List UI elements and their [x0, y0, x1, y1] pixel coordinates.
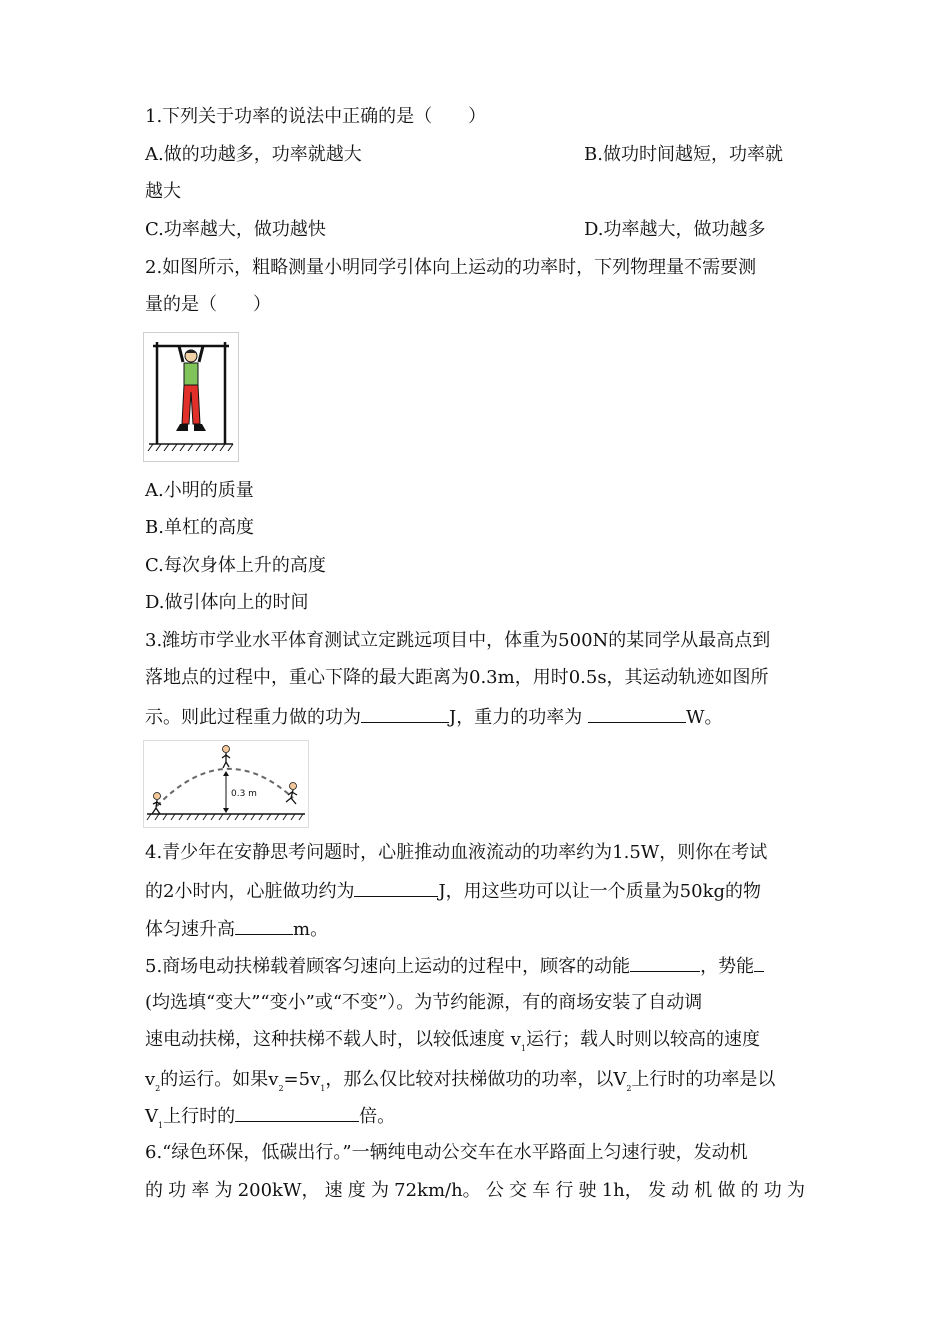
q6-token: 为	[370, 1180, 389, 1201]
q6-token: 车	[532, 1180, 551, 1201]
q5-text-d: 运行；载人时则以较高的速度	[525, 1029, 760, 1050]
q4-line-3	[145, 916, 328, 942]
q2-option-a: A.小明的质量	[145, 480, 254, 501]
q1-option-b: B.做功时间越短，功率就	[584, 144, 783, 165]
q5-sub-6: 1	[158, 1121, 164, 1130]
q4-blank-work	[354, 878, 438, 897]
q6-token: 交	[509, 1180, 528, 1201]
q6-line-2	[145, 1179, 805, 1203]
q3-text-b: J，重力的功率为	[449, 707, 583, 728]
q5-sub-5: 2	[626, 1084, 632, 1093]
q5-line-4	[145, 1066, 775, 1101]
q6-token: 的	[740, 1180, 759, 1201]
q6-token: 200kW，	[237, 1180, 320, 1201]
q5-text-f: 的运行。如果v	[160, 1069, 279, 1090]
q6-token: 功	[168, 1180, 187, 1201]
q5-sub-4: 1	[320, 1084, 326, 1093]
q6-token: 为	[214, 1180, 233, 1201]
q5-blank-ratio	[235, 1103, 359, 1122]
q4-blank-height	[235, 916, 293, 935]
q5-sub-1: 1	[520, 1044, 526, 1053]
q3-line-1: 3.潍坊市学业水平体育测试立定跳远项目中，体重为500N的某同学从最高点到	[145, 630, 771, 651]
q6-token: 机	[694, 1180, 713, 1201]
q4-line-1: 4.青少年在安静思考问题时，心脏推动血液流动的功率约为1.5W，则你在考试	[145, 842, 768, 863]
q3-line-3	[145, 704, 722, 730]
q5-text-b: ，势能	[700, 956, 755, 977]
q6-token: 率	[191, 1180, 210, 1201]
q6-token: 行	[555, 1180, 574, 1201]
q5-blank-kinetic	[630, 953, 700, 972]
pullup-figure	[143, 332, 239, 462]
q1-option-d: D.功率越大，做功越多	[584, 219, 766, 240]
q1-stem: 1.下列关于功率的说法中正确的是（ ）	[145, 106, 487, 127]
q5-text-c: 速电动扶梯，这种扶梯不载人时，以较低速度 v	[145, 1029, 521, 1050]
q4-line-2	[145, 878, 761, 904]
q6-token: 为	[786, 1180, 805, 1201]
q6-token: 的	[145, 1180, 163, 1201]
q6-token: 发	[647, 1180, 666, 1201]
q6-token: 做	[717, 1180, 736, 1201]
q2-option-b: B.单杠的高度	[145, 517, 254, 538]
q5-text-h: ，那么仅比较对扶梯做功的功率，以V	[325, 1069, 627, 1090]
q4-text-b: J，用这些功可以让一个质量为50kg的物	[438, 881, 762, 902]
q6-token: 动	[671, 1180, 690, 1201]
q5-sub-2: 2	[155, 1084, 161, 1093]
q1-option-c: C.功率越大，做功越快	[145, 219, 326, 240]
q3-blank-power	[588, 704, 686, 723]
q5-text-a: 5.商场电动扶梯载着顾客匀速向上运动的过程中，顾客的动能	[145, 956, 631, 977]
q5-line-3	[145, 1028, 760, 1061]
q2-option-c: C.每次身体上升的高度	[145, 555, 326, 576]
q5-line-5	[145, 1103, 395, 1138]
q4-text-a: 的2小时内，心脏做功约为	[145, 881, 355, 902]
q6-token: 72km/h。	[394, 1180, 481, 1201]
q2-stem: 2.如图所示，粗略测量小明同学引体向上运动的功率时，下列物理量不需要测	[145, 257, 757, 278]
q3-text-a: 示。则此过程重力做的功为	[145, 707, 361, 728]
q6-token: 功	[763, 1180, 782, 1201]
q3-blank-work	[361, 704, 449, 723]
height-label: 0.3 m	[231, 789, 257, 799]
q6-token: 度	[347, 1180, 366, 1201]
q3-line-2: 落地点的过程中，重心下降的最大距离为0.3m，用时0.5s，其运动轨迹如图所	[145, 667, 769, 688]
q5-text-e: v	[145, 1069, 156, 1090]
q5-line-1	[145, 953, 764, 979]
q2-option-d: D.做引体向上的时间	[145, 592, 309, 613]
q6-token: 公	[485, 1180, 504, 1201]
q6-token: 1h，	[601, 1180, 643, 1201]
long-jump-figure	[143, 740, 309, 828]
q5-sub-3: 2	[278, 1084, 284, 1093]
q4-text-d: m。	[293, 919, 329, 940]
q5-blank-potential	[754, 953, 764, 972]
q5-text-i: 上行时的功率是以	[631, 1069, 776, 1090]
q5-text-k: 上行时的	[163, 1106, 236, 1127]
q5-text-l: 倍。	[359, 1106, 396, 1127]
q2-stem-cont: 量的是（ ）	[145, 294, 271, 315]
q1-option-a: A.做的功越多，功率就越大	[145, 144, 362, 165]
q5-text-g: =5v	[283, 1069, 321, 1090]
q5-line-2: (均选填“变大”“变小”或“不变”）。为节约能源，有的商场安装了自动调	[145, 992, 703, 1013]
q1-option-b-cont: 越大	[145, 181, 181, 202]
q5-text-j: V	[145, 1106, 158, 1127]
q4-text-c: 体匀速升高	[145, 919, 235, 940]
q6-line-1: 6.“绿色环保，低碳出行。”一辆纯电动公交车在水平路面上匀速行驶，发动机	[145, 1142, 748, 1163]
q6-token: 速	[324, 1180, 343, 1201]
q6-token: 驶	[578, 1180, 597, 1201]
q3-text-c: W。	[685, 707, 723, 728]
